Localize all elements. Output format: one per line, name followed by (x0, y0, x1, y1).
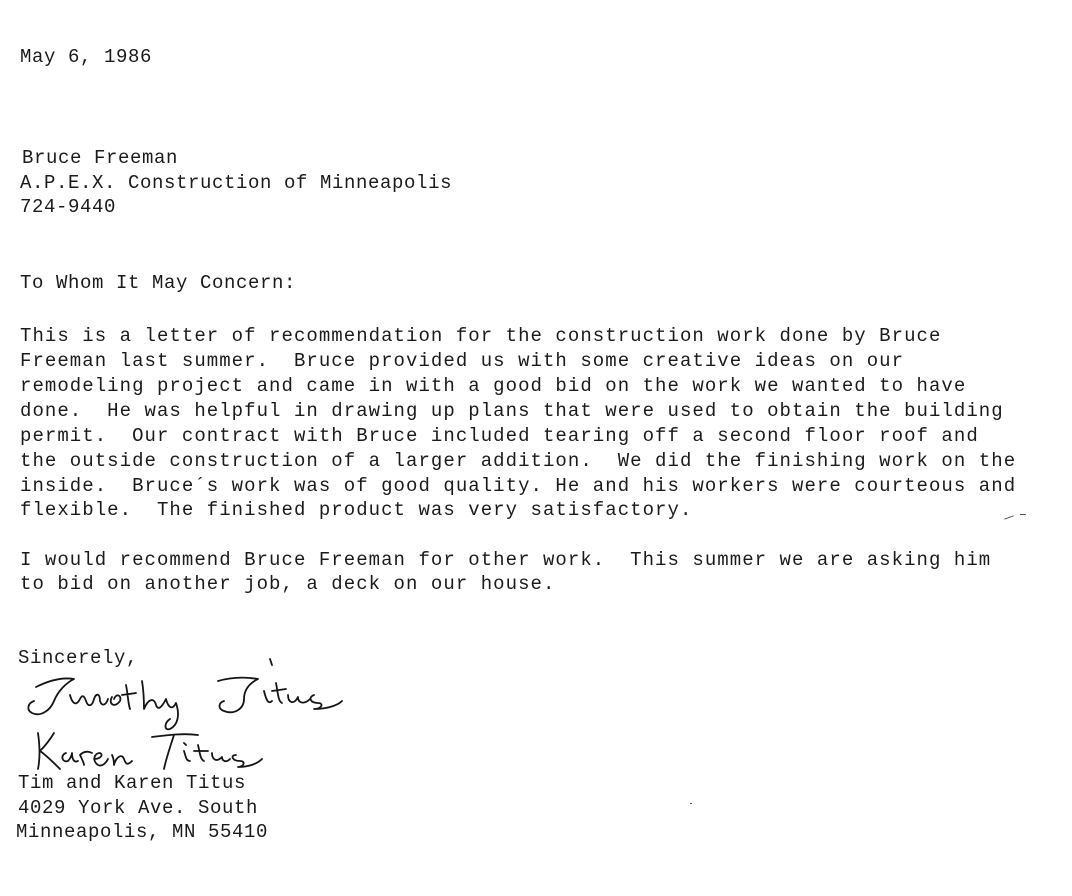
signature-graphic (18, 655, 358, 785)
salutation: To Whom It May Concern: (20, 272, 297, 294)
letter-date: May 6, 1986 (20, 46, 153, 68)
sender-city: Minneapolis, MN 55410 (16, 821, 269, 843)
signature-titus (218, 659, 342, 712)
paragraph-line: I would recommend Bruce Freeman for other work. This summer we are asking him (20, 549, 992, 571)
recipient-company: A.P.E.X. Construction of Minneapolis (20, 172, 453, 194)
paragraph-line: inside. Bruce´s work was of good quality. He and his workers were courteous and (20, 475, 1017, 497)
paragraph-line: to bid on another job, a deck on our house. (20, 573, 556, 595)
paper-speck (1020, 514, 1026, 515)
signature-timothy (28, 678, 178, 729)
paper-speck (690, 803, 692, 804)
recipient-phone: 724-9440 (20, 196, 117, 218)
closing: Sincerely, (18, 647, 139, 669)
signature-karen (38, 733, 262, 769)
paragraph-line: Freeman last summer. Bruce provided us with some creative ideas on our (20, 350, 905, 372)
paragraph-line: done. He was helpful in drawing up plans that were used to obtain the building (20, 400, 1004, 422)
handwritten-signatures (18, 655, 358, 785)
paragraph-line: the outside construction of a larger addition. We did the finishing work on the (20, 450, 1017, 472)
paragraph-line: flexible. The finished product was very satisfactory. (20, 499, 693, 521)
paper-speck (1004, 515, 1014, 519)
sender-names: Tim and Karen Titus (18, 772, 247, 794)
paragraph-line: This is a letter of recommendation for the construction work done by Bruce (20, 325, 942, 347)
paragraph-line: permit. Our contract with Bruce included tearing off a second floor roof and (20, 425, 979, 447)
recipient-name: Bruce Freeman (22, 147, 179, 169)
paragraph-line: remodeling project and came in with a good bid on the work we wanted to have (20, 375, 967, 397)
sender-street: 4029 York Ave. South (18, 797, 259, 819)
